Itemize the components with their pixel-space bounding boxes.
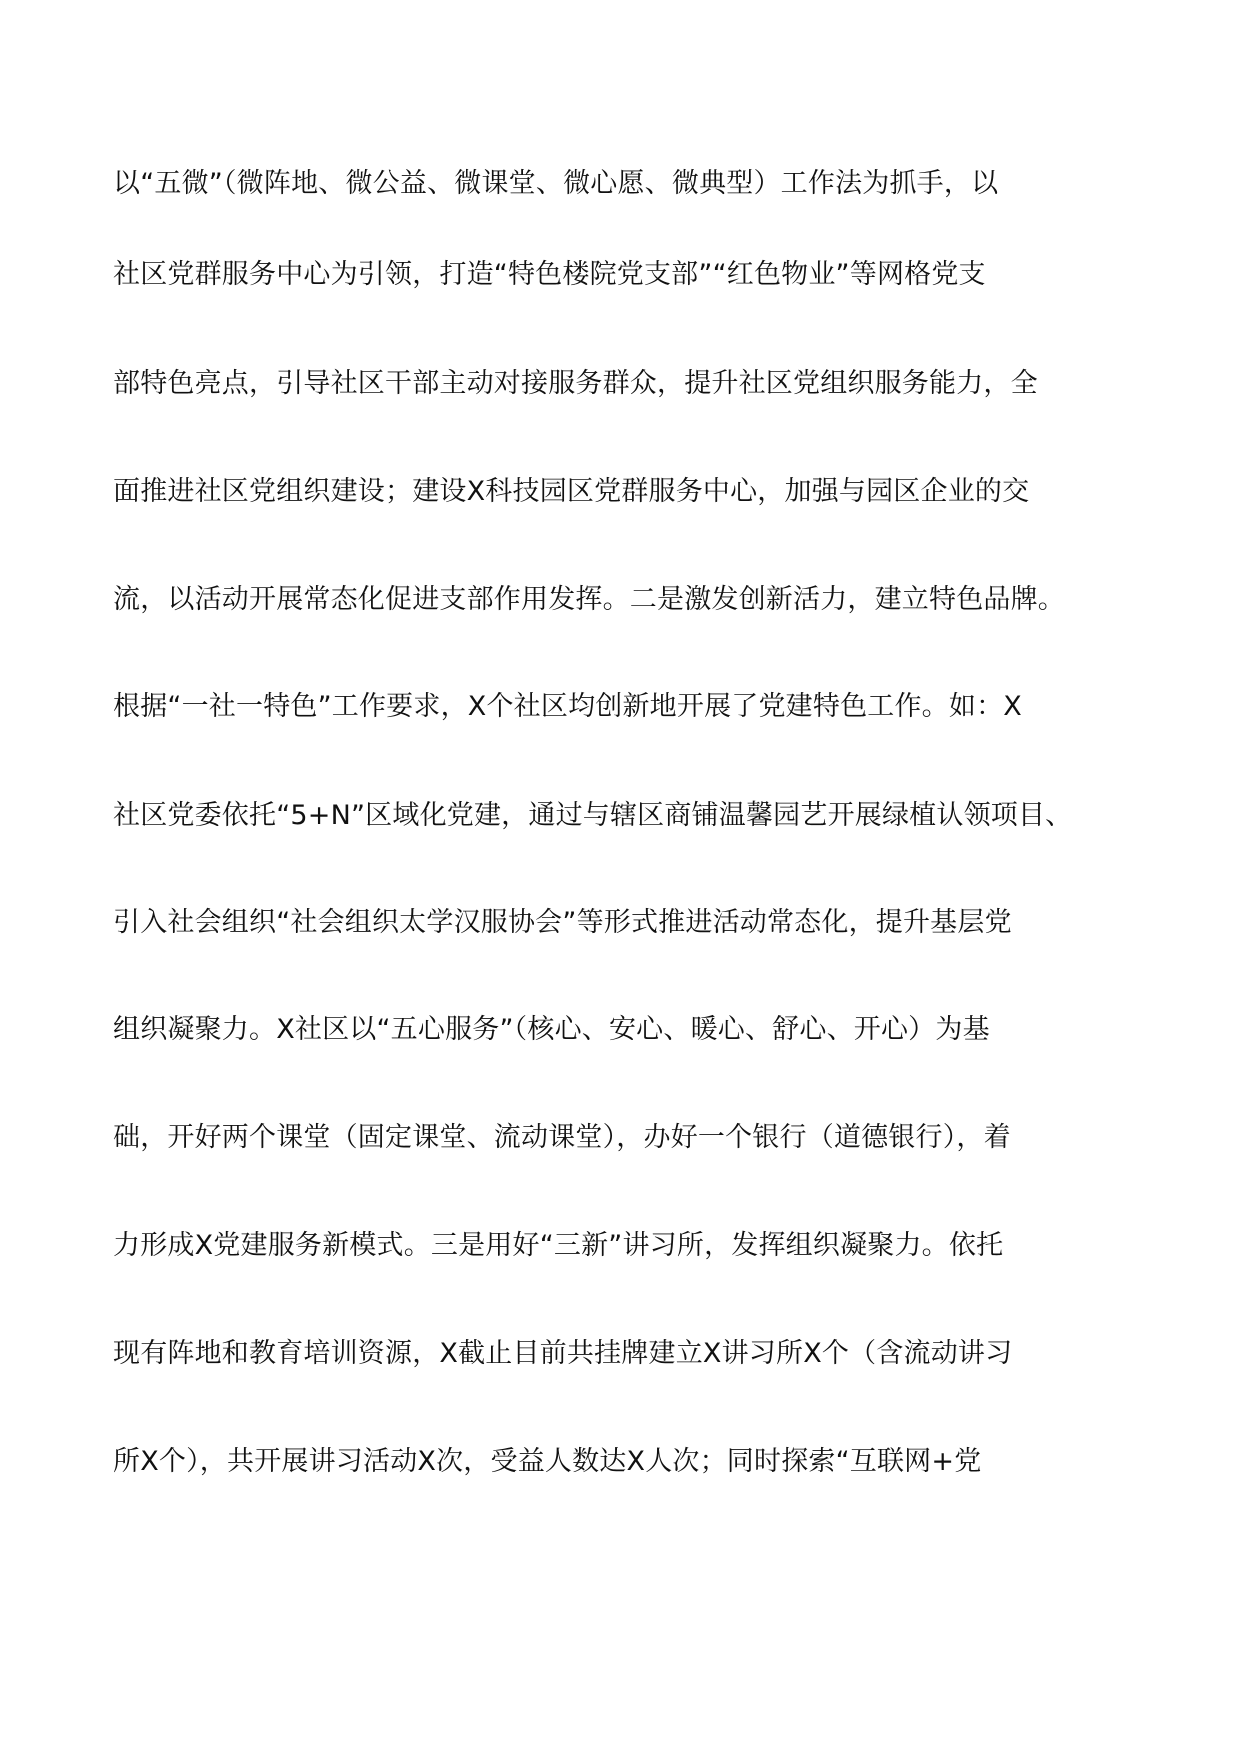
text-line-1: 以“五微”（微阵地、微公益、微课堂、微心愿、微典型）工作法为抓手，以 [113, 168, 999, 199]
text-line-2: 社区党群服务中心为引领，打造“特色楼院党支部”“红色物业”等网格党支 [113, 259, 986, 290]
text-line-13: 所X个），共开展讲习活动X次，受益人数达X人次；同时探索“互联网+党 [113, 1446, 982, 1477]
text-line-5: 流，以活动开展常态化促进支部作用发挥。二是激发创新活力，建立特色品牌。 [113, 584, 1065, 615]
text-line-3: 部特色亮点，引导社区干部主动对接服务群众，提升社区党组织服务能力，全 [113, 368, 1038, 399]
text-line-6: 根据“一社一特色”工作要求，X个社区均创新地开展了党建特色工作。如：X [113, 691, 1022, 722]
text-line-4: 面推进社区党组织建设；建设X科技园区党群服务中心，加强与园区企业的交 [113, 476, 1030, 507]
text-line-12: 现有阵地和教育培训资源，X截止目前共挂牌建立X讲习所X个（含流动讲习 [113, 1338, 1013, 1369]
text-line-7: 社区党委依托“5+N”区域化党建，通过与辖区商铺温馨园艺开展绿植认领项目、 [113, 800, 1073, 831]
text-line-9: 组织凝聚力。X社区以“五心服务”（核心、安心、暖心、舒心、开心）为基 [113, 1014, 990, 1045]
text-line-11: 力形成X党建服务新模式。三是用好“三新”讲习所，发挥组织凝聚力。依托 [113, 1230, 1004, 1261]
text-line-10: 础，开好两个课堂（固定课堂、流动课堂），办好一个银行（道德银行），着 [113, 1122, 1011, 1153]
text-line-8: 引入社会组织“社会组织太学汉服协会”等形式推进活动常态化，提升基层党 [113, 907, 1012, 938]
